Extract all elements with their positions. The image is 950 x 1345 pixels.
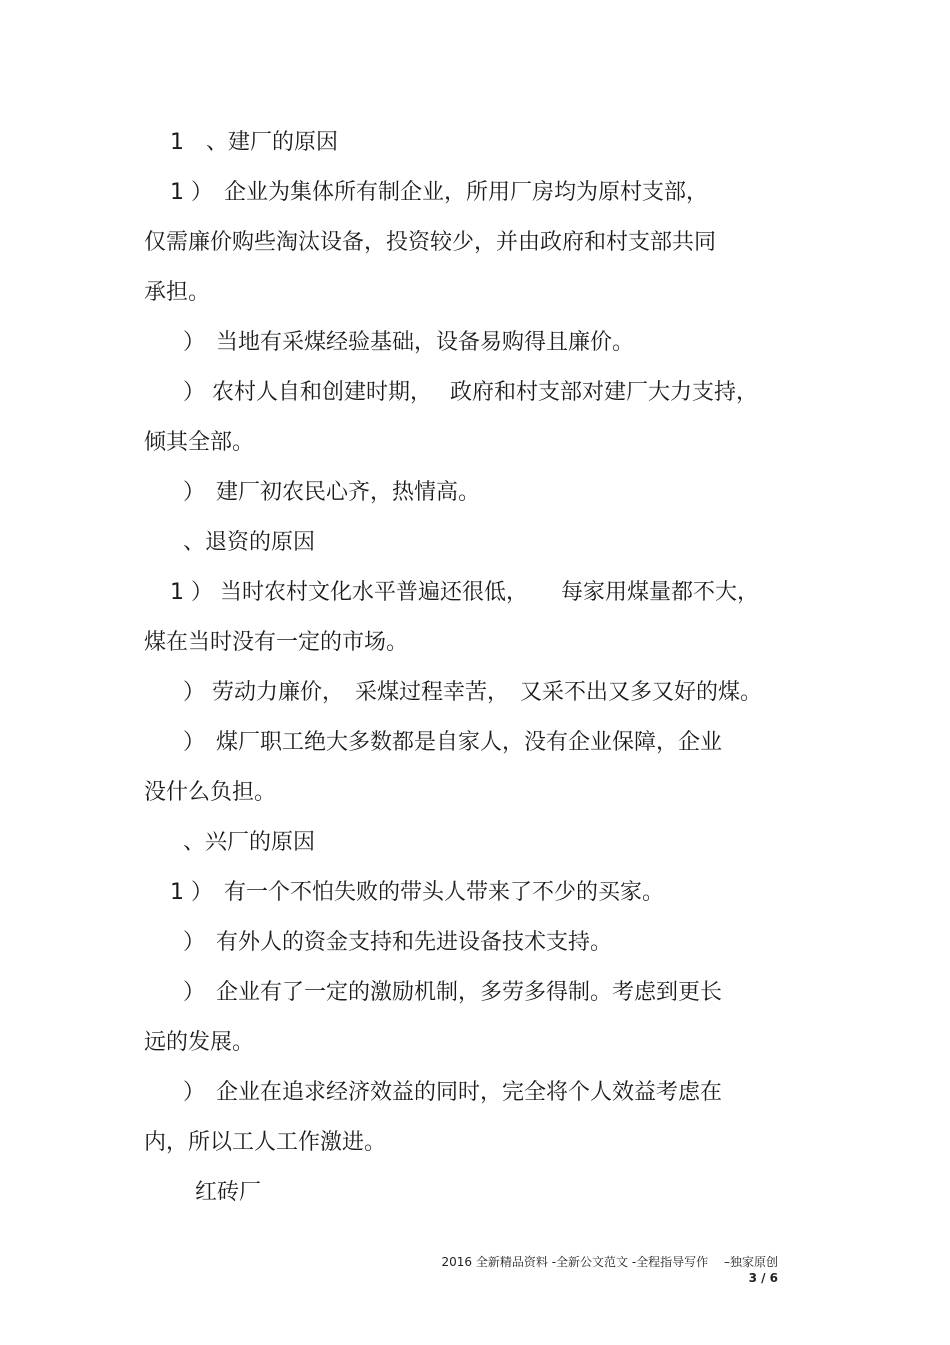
section-heading: 、兴厂的原因 [183,830,316,855]
text-line: 仅需廉价购些淘汰设备，投资较少，并由政府和村支部共同 [144,230,717,255]
text-line: 承担。 [144,280,211,305]
text-line: 1 ） 企业为集体所有制企业，所用厂房均为原村支部， [170,180,708,205]
text-line: ） 农村人自和创建时期， 政府和村支部对建厂大力支持， [183,380,758,405]
text-line: ） 劳动力廉价， 采煤过程幸苦， 又采不出又多又好的煤。 [183,680,762,705]
section-heading: 红砖厂 [195,1180,262,1205]
text-line: ） 企业在追求经济效益的同时，完全将个人效益考虑在 [183,1080,723,1105]
text-line: ） 有外人的资金支持和先进设备技术支持。 [183,930,613,955]
text-line: ） 建厂初农民心齐，热情高。 [183,480,481,505]
text-line: ） 当地有采煤经验基础，设备易购得且廉价。 [183,330,635,355]
text-line: 倾其全部。 [144,430,255,455]
text-line: 远的发展。 [144,1030,255,1055]
text-line: 1 、建厂的原因 [170,130,338,155]
text-line: ） 煤厂职工绝大多数都是自家人，没有企业保障，企业 [183,730,723,755]
text-line: 1 ） 有一个不怕失败的带头人带来了不少的买家。 [170,880,664,905]
text-line: 内，所以工人工作激进。 [144,1130,387,1155]
text-line: 1 ） 当时农村文化水平普遍还很低， 每家用煤量都不大， [170,580,759,605]
text-line: 没什么负担。 [144,780,277,805]
footer-text: 2016 全新精品资料 -全新公文范文 -全程指导写作 –独家原创 [441,1255,778,1269]
section-heading: 、退资的原因 [183,530,316,555]
text-line: 煤在当时没有一定的市场。 [144,630,409,655]
page-number: 3 / 6 [748,1271,778,1285]
text-line: ） 企业有了一定的激励机制，多劳多得制。考虑到更长 [183,980,723,1005]
